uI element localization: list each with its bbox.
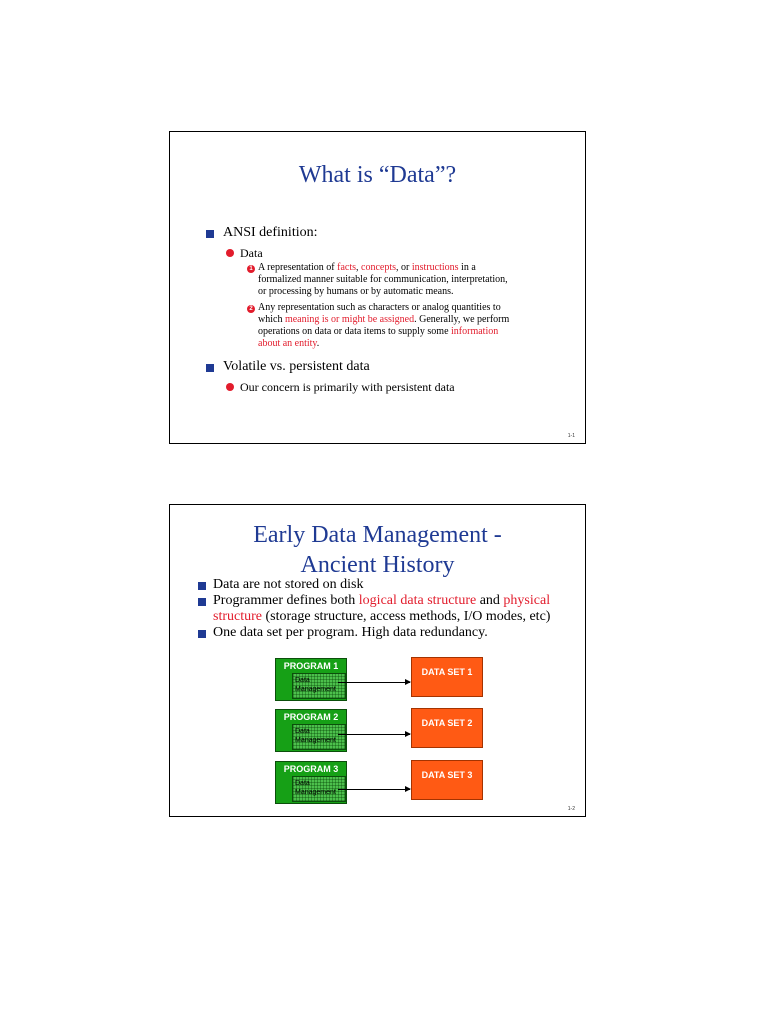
text: Programmer defines both (213, 593, 359, 608)
dm-label-1: Data (295, 728, 310, 735)
data-management-box (292, 673, 346, 699)
highlight-instructions: instructions (411, 262, 459, 273)
dm-label-1: Data (295, 677, 310, 684)
text: and (476, 593, 504, 608)
arrow-right-icon (338, 734, 410, 735)
text: , (356, 262, 362, 273)
bullet-programmer-defines (213, 593, 583, 625)
text: (storage structure, access methods, I/O modes, etc) (261, 609, 551, 624)
highlight-physical: physical (503, 593, 551, 608)
program-3-box (275, 761, 347, 804)
bullet-2-line-1 (213, 593, 583, 609)
bullet-dot-icon (226, 249, 234, 257)
program-1-box (275, 658, 347, 701)
bullet-volatile-persistent: Volatile vs. persistent data (223, 359, 370, 374)
definition-1-line-3: or processing by humans or by automatic means. (258, 286, 454, 297)
bullet-one-data-set: One data set per program. High data redundancy. (213, 625, 488, 640)
data-management-box (292, 724, 346, 750)
text: in a (458, 262, 476, 273)
data-set-1-box: DATA SET 1 (411, 657, 483, 697)
slide-title: What is “Data”? (298, 162, 457, 188)
definition-1-line-2: formalized manner suitable for communication, interpretation, (258, 274, 508, 285)
text: . Generally, we perform (414, 314, 510, 325)
definition-2-line-3 (258, 326, 578, 338)
text: which (258, 314, 285, 325)
page-number: 1-1 (567, 433, 575, 439)
highlight-logical: logical data structure (358, 593, 477, 608)
definition-item-1 (258, 262, 578, 298)
program-label: PROGRAM 3 (283, 764, 339, 774)
highlight-concepts: concepts (361, 262, 397, 273)
arrow-right-icon (338, 682, 410, 683)
highlight-facts: facts (337, 262, 357, 273)
definition-2-line-4 (258, 338, 578, 350)
page-number: 1-2 (567, 806, 575, 812)
definition-item-2 (258, 302, 578, 350)
program-2-box (275, 709, 347, 752)
slide-early-data-management (169, 504, 586, 817)
text: , or (396, 262, 412, 273)
sub-bullet-persistent: Our concern is primarily with persistent data (240, 380, 455, 394)
dm-label-2: Management (295, 737, 336, 744)
slide-what-is-data (169, 131, 586, 444)
sub-bullet-data: Data (240, 246, 263, 260)
number-one-icon: 1 (247, 265, 255, 273)
definition-2-line-2 (258, 314, 578, 326)
dm-label-1: Data (295, 780, 310, 787)
highlight-about-entity: about an entity (258, 338, 317, 349)
text: A representation of (258, 262, 338, 273)
program-label: PROGRAM 1 (283, 661, 339, 671)
dm-label-2: Management (295, 789, 336, 796)
number-two-icon: 2 (247, 305, 255, 313)
text: . (316, 338, 320, 349)
dm-label-2: Management (295, 686, 336, 693)
definition-2-line-1: Any representation such as characters or analog quantities to (258, 302, 501, 313)
data-set-2-box: DATA SET 2 (411, 708, 483, 748)
arrow-right-icon (338, 789, 410, 790)
slide-title (170, 520, 585, 580)
program-label: PROGRAM 2 (283, 712, 339, 722)
bullet-square-icon (198, 582, 206, 590)
bullet-dot-icon (226, 383, 234, 391)
bullet-ansi-definition: ANSI definition: (223, 225, 318, 240)
bullet-square-icon (198, 630, 206, 638)
title-line-2: Ancient History (300, 552, 455, 578)
highlight-structure: structure (213, 609, 262, 624)
text: operations on data or data items to supply some (258, 326, 452, 337)
bullet-2-line-2 (213, 609, 583, 625)
title-line-1: Early Data Management - (253, 522, 502, 548)
definition-1-line-1 (258, 262, 578, 274)
bullet-not-stored: Data are not stored on disk (213, 577, 364, 592)
bullet-square-icon (206, 230, 214, 238)
bullet-square-icon (206, 364, 214, 372)
data-set-3-box: DATA SET 3 (411, 760, 483, 800)
bullet-square-icon (198, 598, 206, 606)
highlight-meaning: meaning is or might be assigned (284, 314, 415, 325)
highlight-information: information (451, 326, 499, 337)
